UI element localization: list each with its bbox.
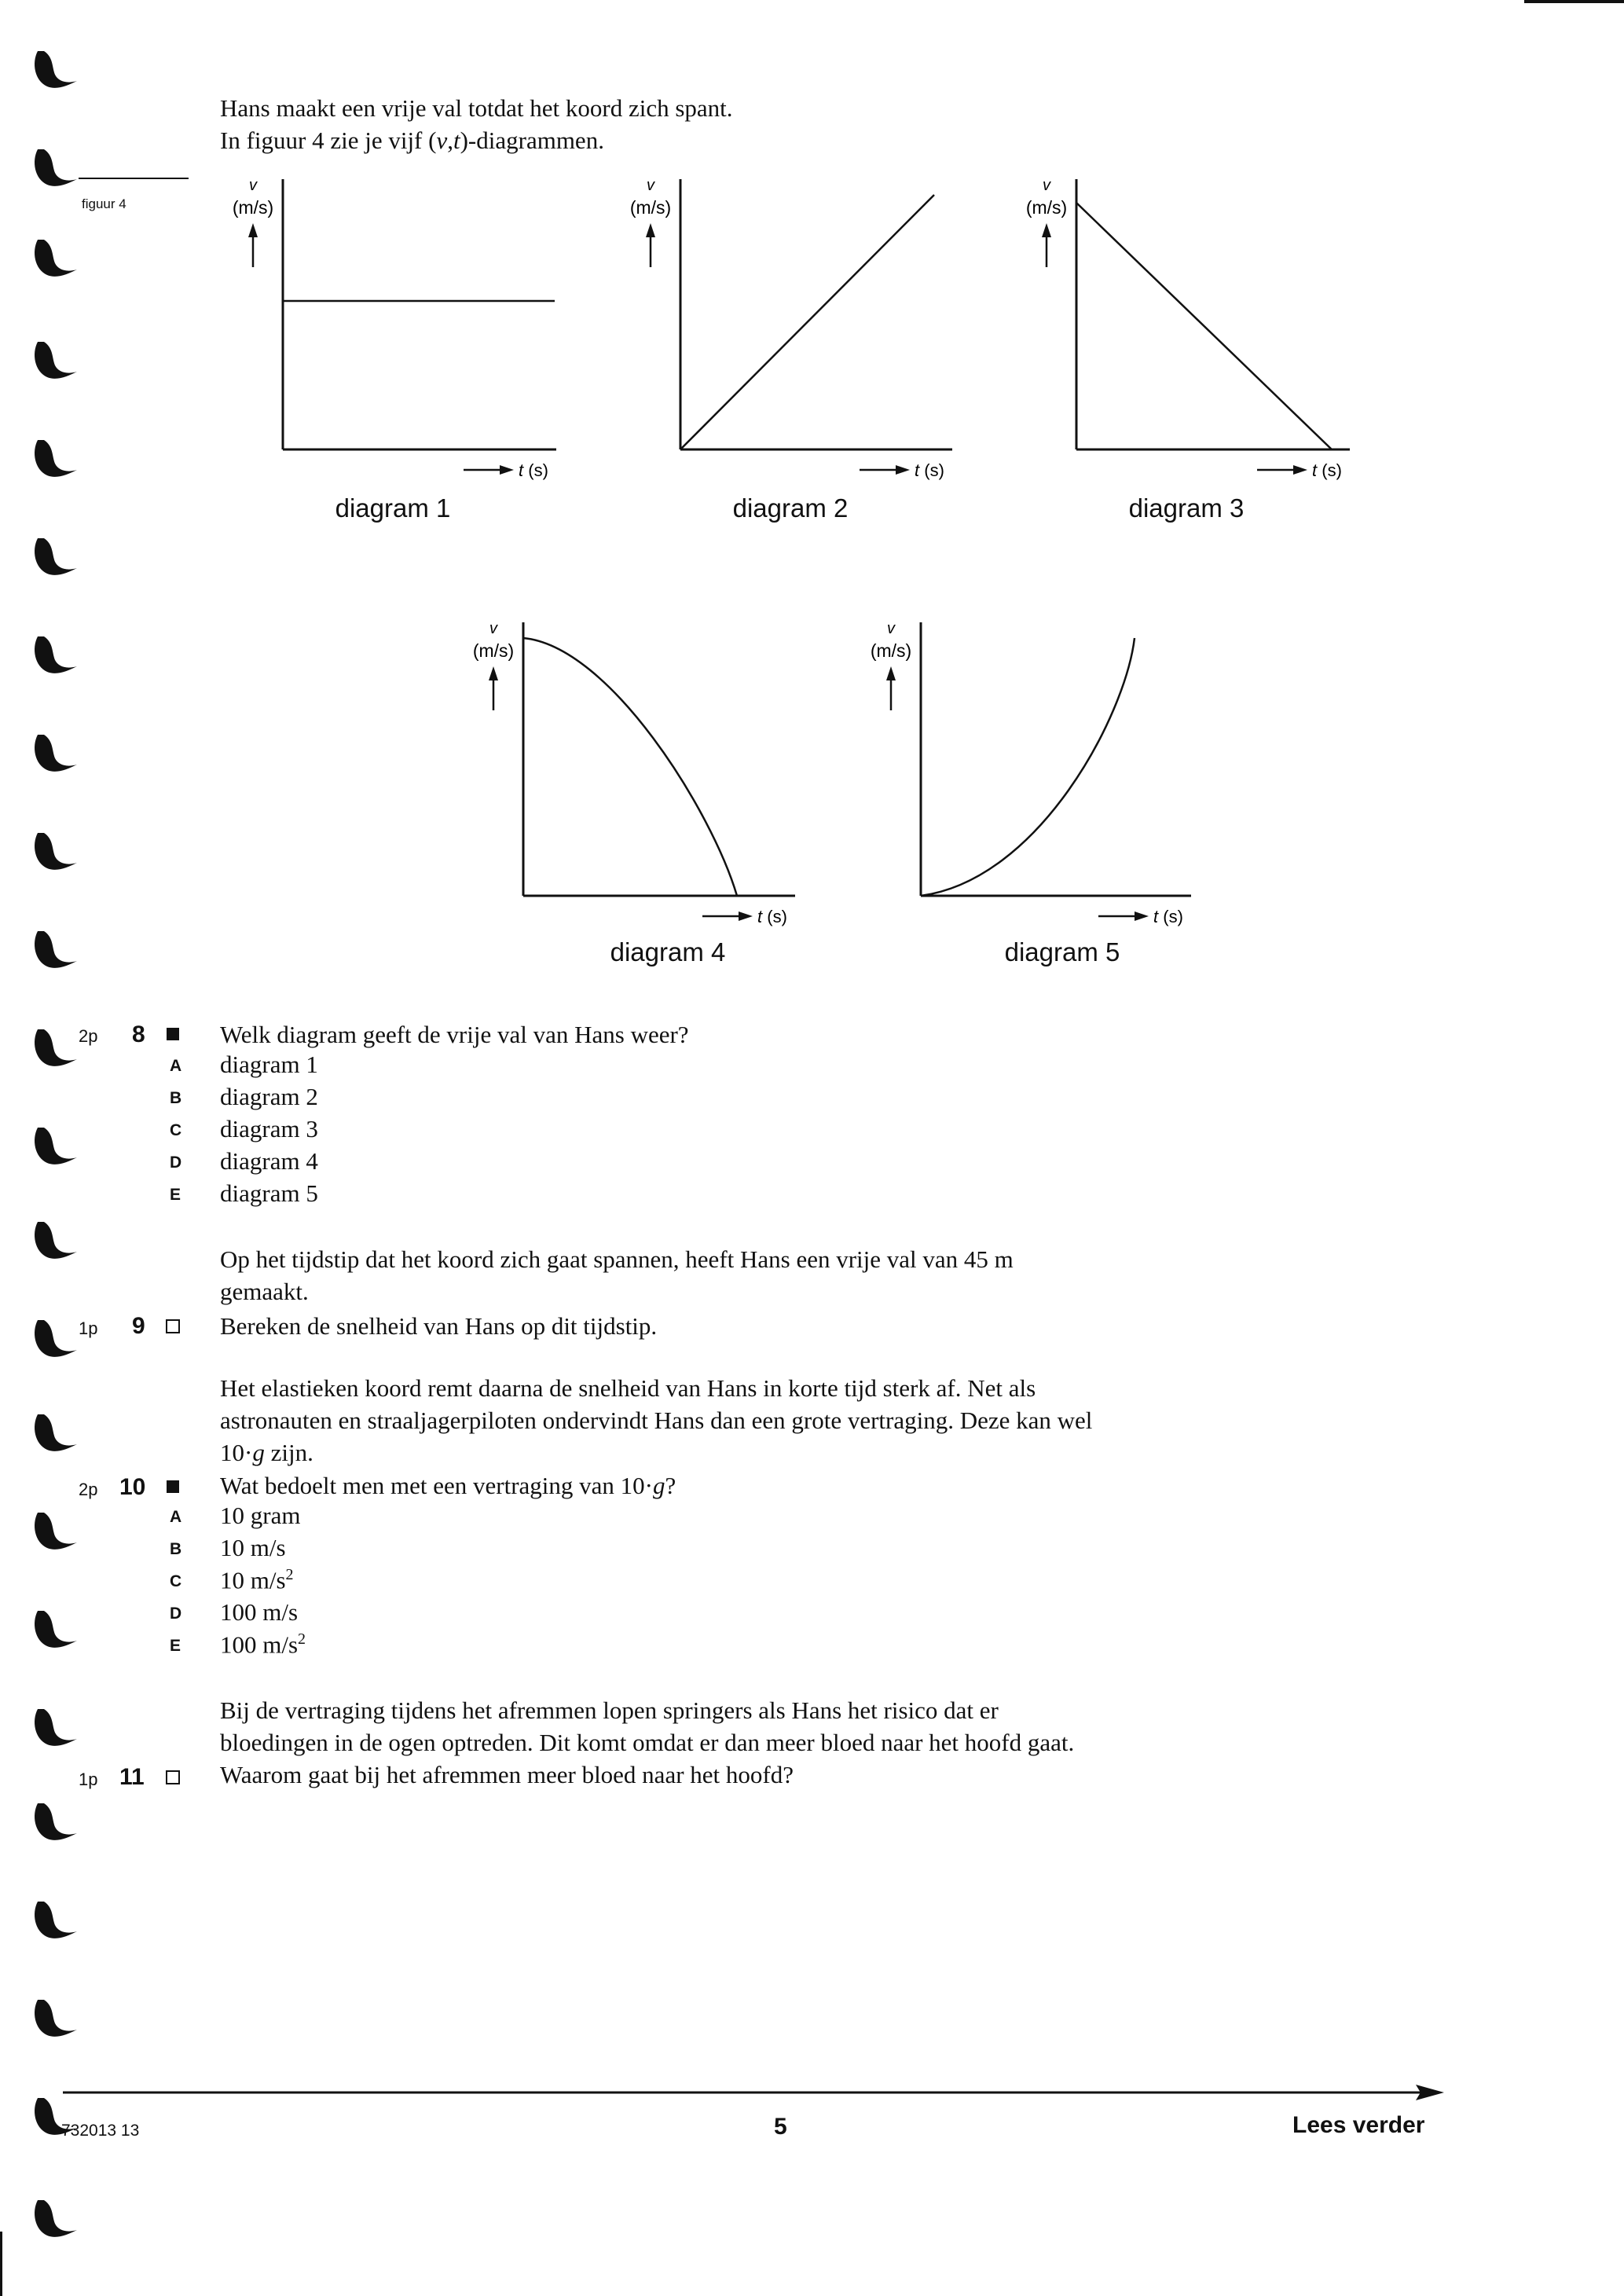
open-question-marker-icon <box>166 1319 180 1337</box>
question-8-text: Welk diagram geeft de vrije val van Hans weer? <box>220 1021 689 1048</box>
question-11-points: 1p <box>79 1770 98 1789</box>
question-10-option-e-letter: E <box>170 1637 181 1655</box>
binding-hole-icon <box>35 2000 77 2037</box>
diagram-3-label: diagram 3 <box>1128 493 1245 523</box>
diagram-3-x-label: t (s) <box>1312 460 1342 480</box>
question-8-option-c: diagram 3 <box>220 1115 318 1142</box>
question-8-option-e: diagram 5 <box>220 1179 318 1207</box>
diagram-4-x-label: t (s) <box>757 907 787 926</box>
diagram-4-label: diagram 4 <box>610 937 726 966</box>
footer-arrow-rule <box>63 2081 1446 2104</box>
binding-hole-icon <box>35 1222 77 1259</box>
diagram-5-label: diagram 5 <box>1004 937 1120 966</box>
question-8-option-d: diagram 4 <box>220 1147 318 1175</box>
binding-hole-icon <box>35 1128 77 1165</box>
footer-exam-code: 732013 13 <box>61 2122 140 2140</box>
diagram-4 <box>473 620 795 926</box>
question-10-text: Wat bedoelt men met een vertraging van 10·g? <box>220 1472 676 1499</box>
question-8-option-a-letter: A <box>170 1057 182 1075</box>
diagram-2-curve <box>680 195 934 449</box>
binding-hole-icon <box>35 2200 77 2237</box>
footer-page-number: 5 <box>774 2114 787 2140</box>
question-8-option-d-letter: D <box>170 1154 182 1172</box>
question-8-option-e-letter: E <box>170 1186 181 1204</box>
diagram-2-x-arrow-icon <box>860 465 910 475</box>
question-10-option-c: 10 $m/s^2$ <box>220 1566 294 1594</box>
diagram-2-y-arrow-icon <box>646 223 655 267</box>
question-9-context <box>220 1243 1014 1308</box>
binding-hole-icon <box>35 1709 77 1746</box>
diagram-4-y-var: v <box>489 620 497 637</box>
diagram-5 <box>871 620 1191 926</box>
question-10-context <box>220 1372 1092 1469</box>
diagram-2 <box>630 177 952 480</box>
diagram-1-x-arrow-icon <box>464 465 514 475</box>
question-10-points: 2p <box>79 1480 98 1499</box>
question-9-context-line-2: gemaakt. <box>220 1278 309 1305</box>
binding-hole-icon <box>35 1513 77 1550</box>
question-10-context-line-3: 10·g zijn. <box>220 1439 313 1466</box>
diagram-5-y-arrow-icon <box>886 666 896 710</box>
binding-hole-icon <box>35 1320 77 1357</box>
question-8-option-b: diagram 2 <box>220 1083 318 1110</box>
question-10-option-e: 100 $m/s^2$ <box>220 1630 306 1659</box>
question-11-text: Waarom gaat bij het afremmen meer bloed naar het hoofd? <box>220 1761 794 1788</box>
diagram-2-x-label: t (s) <box>915 460 944 480</box>
diagram-5-curve <box>921 638 1135 896</box>
binding-hole-icon <box>35 1029 77 1066</box>
diagram-4-curve <box>523 638 737 896</box>
question-10-option-b-letter: B <box>170 1540 182 1558</box>
open-question-marker-icon <box>166 1770 180 1788</box>
diagram-2-y-unit: (m/s) <box>629 197 672 218</box>
diagram-3-x-arrow-icon <box>1257 465 1307 475</box>
question-11-number: 11 <box>119 1764 145 1790</box>
diagram-5-y-unit: (m/s) <box>870 640 912 661</box>
diagram-3-y-var: v <box>1043 177 1050 194</box>
question-10-context-line-2: astronauten en straaljagerpiloten ondervindt Hans dan een grote vertraging. Deze kan wel <box>220 1407 1093 1434</box>
diagram-3-y-unit: (m/s) <box>1025 197 1068 218</box>
multiple-choice-marker-icon <box>167 1480 179 1497</box>
question-9-number: 9 <box>132 1313 145 1339</box>
question-10-option-d: 100 m/s <box>220 1598 299 1626</box>
question-8-points: 2p <box>79 1026 98 1046</box>
diagram-3 <box>1026 177 1350 480</box>
binding-hole-icon <box>35 1902 77 1938</box>
multiple-choice-marker-icon <box>167 1028 179 1044</box>
diagram-4-x-arrow-icon <box>702 911 753 921</box>
question-10-context-line-1: Het elastieken koord remt daarna de snelheid van Hans in korte tijd sterk af. Net als <box>220 1374 1036 1402</box>
edge-rule <box>0 2232 2 2296</box>
question-11-context-line-2: bloedingen in de ogen optreden. Dit komt omdat er dan meer bloed naar het hoofd gaat. <box>220 1729 1075 1756</box>
question-9-text: Bereken de snelheid van Hans op dit tijdstip. <box>220 1312 658 1340</box>
diagram-5-y-var: v <box>887 620 895 637</box>
binding-hole-icon <box>35 1803 77 1840</box>
diagram-5-x-arrow-icon <box>1098 911 1149 921</box>
question-9-context-line-1: Op het tijdstip dat het koord zich gaat spannen, heeft Hans een vrije val van 45 m <box>220 1245 1014 1273</box>
diagram-1-y-arrow-icon <box>248 223 258 267</box>
question-8-option-c-letter: C <box>170 1121 182 1139</box>
intro-line-1: Hans maakt een vrije val totdat het koord zich spant. <box>220 94 733 122</box>
diagram-3-curve <box>1076 203 1332 449</box>
question-11-context <box>220 1694 1074 1759</box>
question-10-number: 10 <box>119 1474 146 1500</box>
diagram-3-y-arrow-icon <box>1042 223 1051 267</box>
footer-next-page: Lees verder <box>1292 2112 1425 2138</box>
binding-hole-icon <box>35 1414 77 1451</box>
question-8-option-a: diagram 1 <box>220 1051 318 1078</box>
binding-hole-icon <box>35 1611 77 1648</box>
diagram-2-y-var: v <box>647 177 654 194</box>
diagram-1 <box>233 177 556 480</box>
diagram-1-label: diagram 1 <box>335 493 451 523</box>
diagram-1-y-unit: (m/s) <box>232 197 274 218</box>
question-10-option-a: 10 gram <box>220 1502 301 1529</box>
question-10-option-a-letter: A <box>170 1508 182 1526</box>
question-8-number: 8 <box>132 1021 145 1047</box>
corner-rule <box>1524 0 1624 3</box>
diagram-1-y-var: v <box>249 177 257 194</box>
question-10-option-b: 10 m/s <box>220 1534 286 1561</box>
diagram-4-y-unit: (m/s) <box>472 640 515 661</box>
diagram-5-x-label: t (s) <box>1153 907 1183 926</box>
intro-line-2: In figuur 4 zie je vijf (v,t)-diagrammen. <box>220 127 604 154</box>
question-11-context-line-1: Bij de vertraging tijdens het afremmen lopen springers als Hans het risico dat er <box>220 1696 999 1724</box>
question-10-option-d-letter: D <box>170 1605 182 1623</box>
diagram-1-x-label: t (s) <box>519 460 548 480</box>
question-8-option-b-letter: B <box>170 1089 182 1107</box>
question-9-points: 1p <box>79 1319 98 1338</box>
question-10-option-c-letter: C <box>170 1572 182 1590</box>
figure-label: figuur 4 <box>82 196 126 211</box>
diagram-4-y-arrow-icon <box>489 666 498 710</box>
diagram-2-label: diagram 2 <box>732 493 849 523</box>
